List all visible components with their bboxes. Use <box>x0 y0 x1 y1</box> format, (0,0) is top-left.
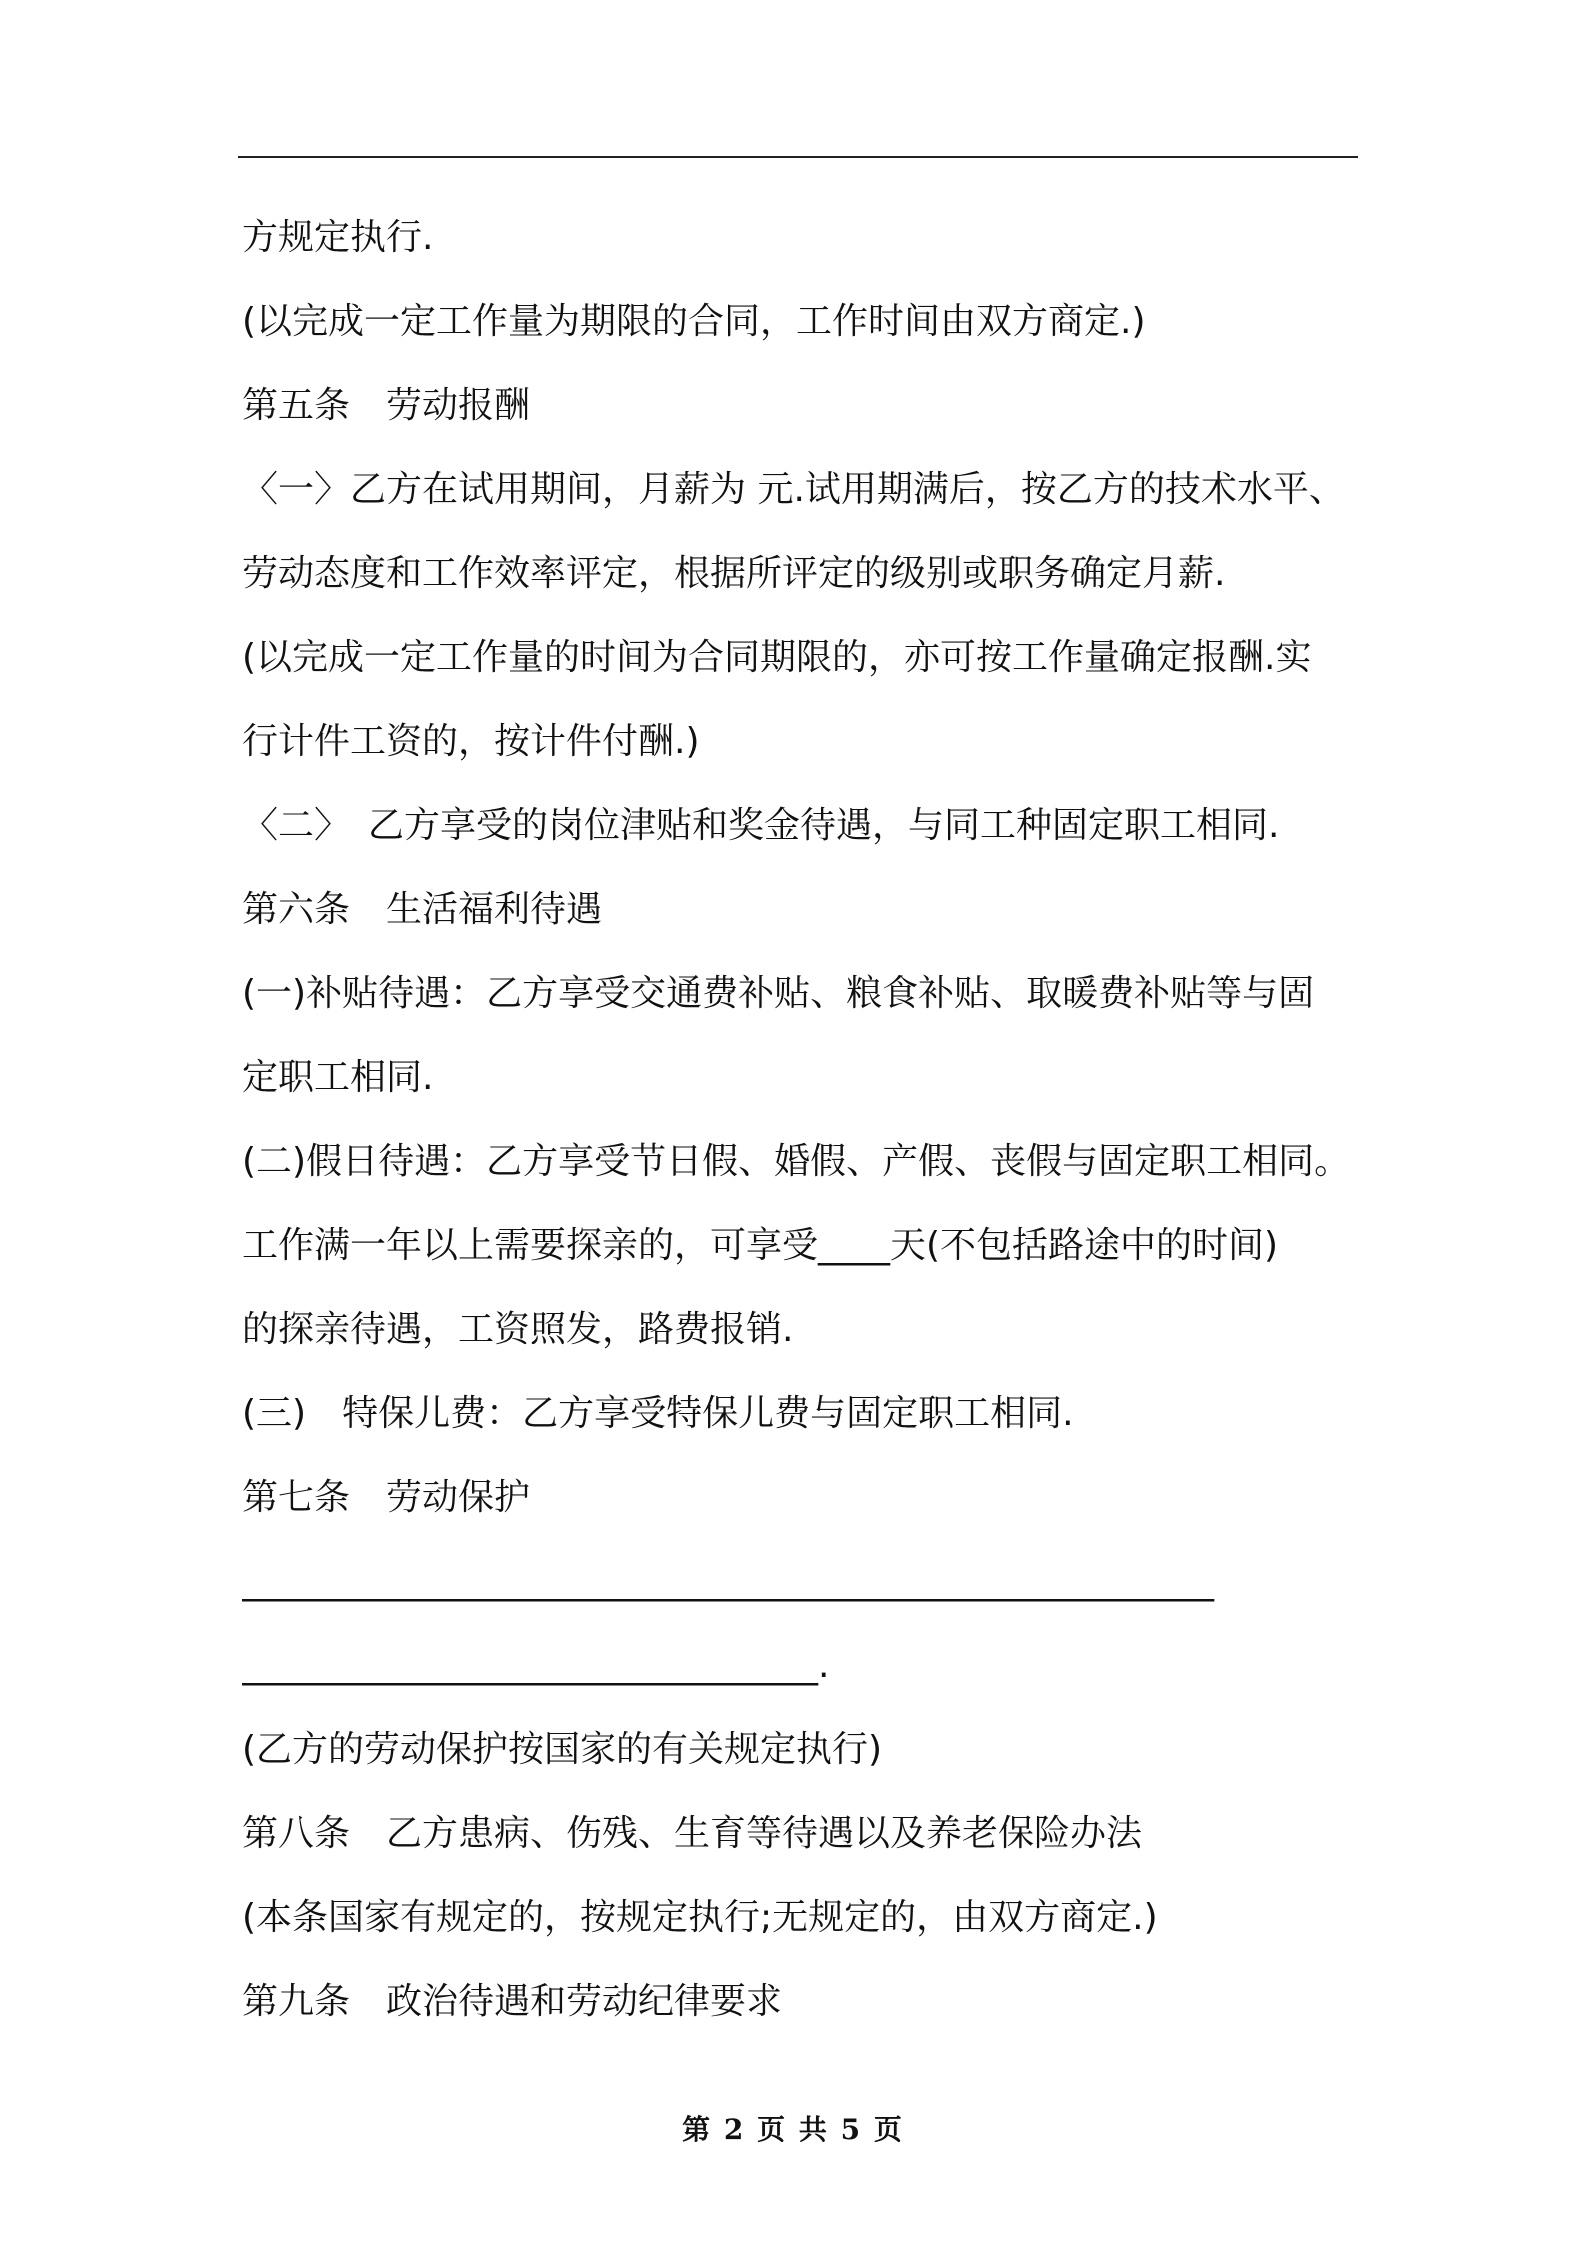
text-line: 〈二〉 乙方享受的岗位津贴和奖金待遇，与同工种固定职工相同. <box>242 805 1280 846</box>
article-heading: 第九条 政治待遇和劳动纪律要求 <box>242 1981 783 2022</box>
article-heading: 第六条 生活福利待遇 <box>242 889 603 930</box>
text-line: (二)假日待遇：乙方享受节日假、婚假、产假、丧假与固定职工相同。 <box>242 1141 1351 1182</box>
text-line: 行计件工资的，按计件付酬.) <box>242 721 700 762</box>
text-line: 工作满一年以上需要探亲的，可享受____天(不包括路途中的时间) <box>242 1225 1279 1266</box>
text-line: (本条国家有规定的，按规定执行;无规定的，由双方商定.) <box>242 1897 1158 1938</box>
text-line: 方规定执行. <box>242 217 434 258</box>
text-line: 〈一〉乙方在试用期间，月薪为 元.试用期满后，按乙方的技术水平、 <box>242 469 1345 510</box>
document-body <box>242 196 1362 2044</box>
text-line: 定职工相同. <box>242 1057 434 1098</box>
article-heading: 第五条 劳动报酬 <box>242 385 531 426</box>
article-heading: 第七条 劳动保护 <box>242 1477 531 1518</box>
text-line: (乙方的劳动保护按国家的有关规定执行) <box>242 1729 883 1770</box>
article-heading: 第八条 乙方患病、伤残、生育等待遇以及养老保险办法 <box>242 1813 1143 1854</box>
text-line: (一)补贴待遇：乙方享受交通费补贴、粮食补贴、取暖费补贴等与固 <box>242 973 1315 1014</box>
fill-in-blank-line: ________________________________. <box>242 1645 830 1686</box>
text-line: 的探亲待遇，工资照发，路费报销. <box>242 1309 794 1350</box>
text-line: (以完成一定工作量为期限的合同，工作时间由双方商定.) <box>242 301 1146 342</box>
text-line: (三) 特保儿费：乙方享受特保儿费与固定职工相同. <box>242 1393 1074 1434</box>
page-number: 第 2 页 共 5 页 <box>682 2113 904 2146</box>
text-line: (以完成一定工作量的时间为合同期限的，亦可按工作量确定报酬.实 <box>242 637 1312 678</box>
text-line: 劳动态度和工作效率评定，根据所评定的级别或职务确定月薪. <box>242 553 1226 594</box>
fill-in-blank-line: ______________________________________________________ <box>242 1561 1214 1602</box>
header-rule <box>238 156 1358 158</box>
